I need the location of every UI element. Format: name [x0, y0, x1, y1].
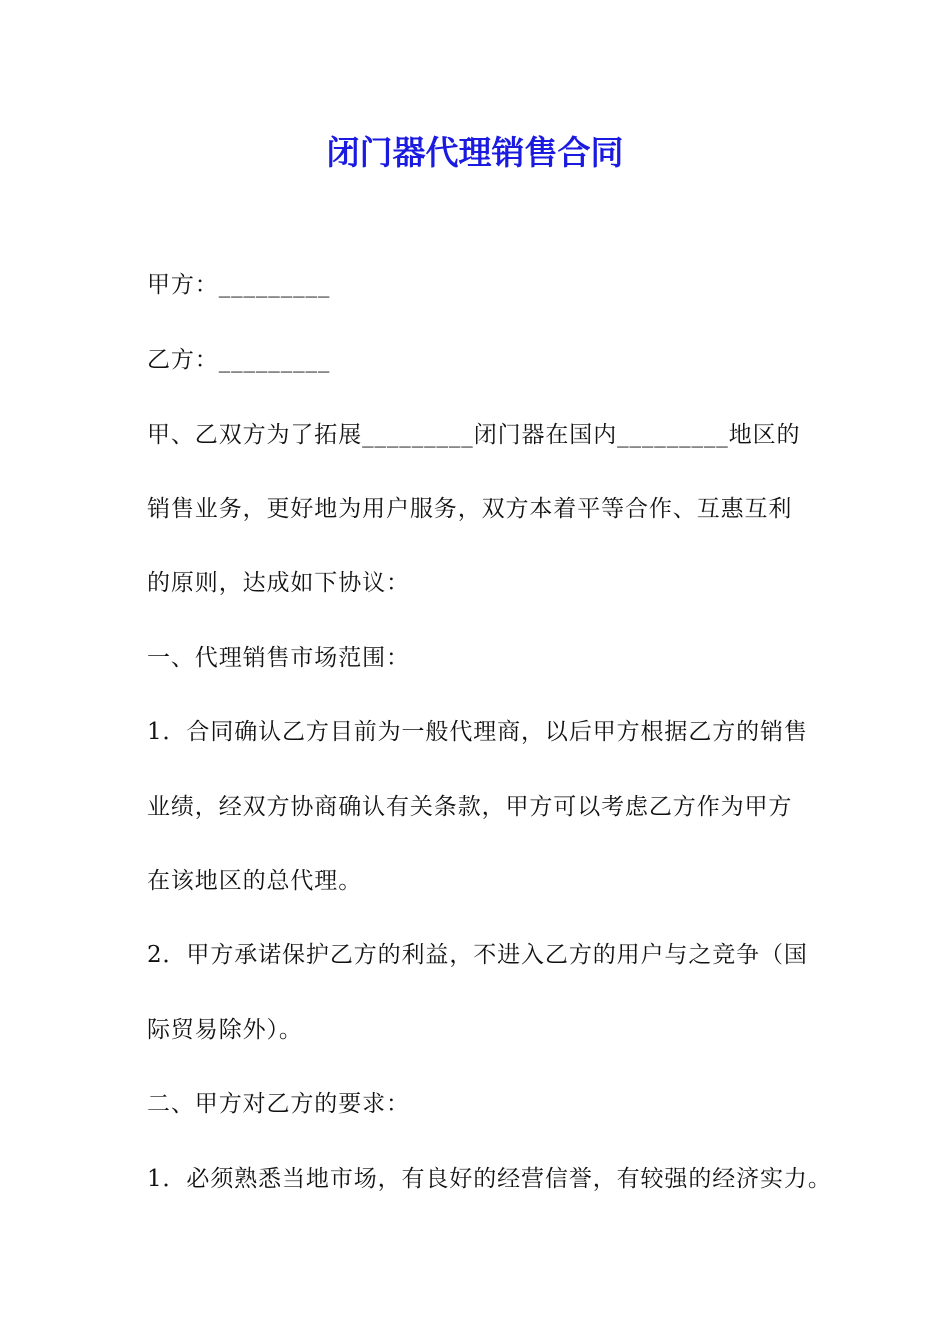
party-a-line: 甲方：_________ — [147, 272, 331, 298]
clause-line: 2．甲方承诺保护乙方的利益，不进入乙方的用户与之竞争（国 — [147, 942, 808, 968]
paragraph-line: 的原则，达成如下协议： — [147, 570, 410, 596]
section-heading: 一、代理销售市场范围： — [147, 645, 410, 671]
clause-line: 际贸易除外）。 — [147, 1017, 303, 1043]
document-title: 闭门器代理销售合同 — [326, 133, 624, 172]
clause-line: 业绩，经双方协商确认有关条款，甲方可以考虑乙方作为甲方 — [147, 794, 793, 820]
paragraph-line: 甲、乙双方为了拓展_________闭门器在国内_________地区的 — [147, 422, 801, 448]
clause-line: 1．必须熟悉当地市场，有良好的经营信誉，有较强的经济实力。 — [147, 1166, 832, 1192]
party-b-line: 乙方：_________ — [147, 347, 331, 373]
clause-line: 1．合同确认乙方目前为一般代理商，以后甲方根据乙方的销售 — [147, 719, 808, 745]
section-heading: 二、甲方对乙方的要求： — [147, 1091, 410, 1117]
paragraph-line: 销售业务，更好地为用户服务，双方本着平等合作、互惠互利 — [147, 496, 793, 522]
clause-line: 在该地区的总代理。 — [147, 868, 363, 894]
